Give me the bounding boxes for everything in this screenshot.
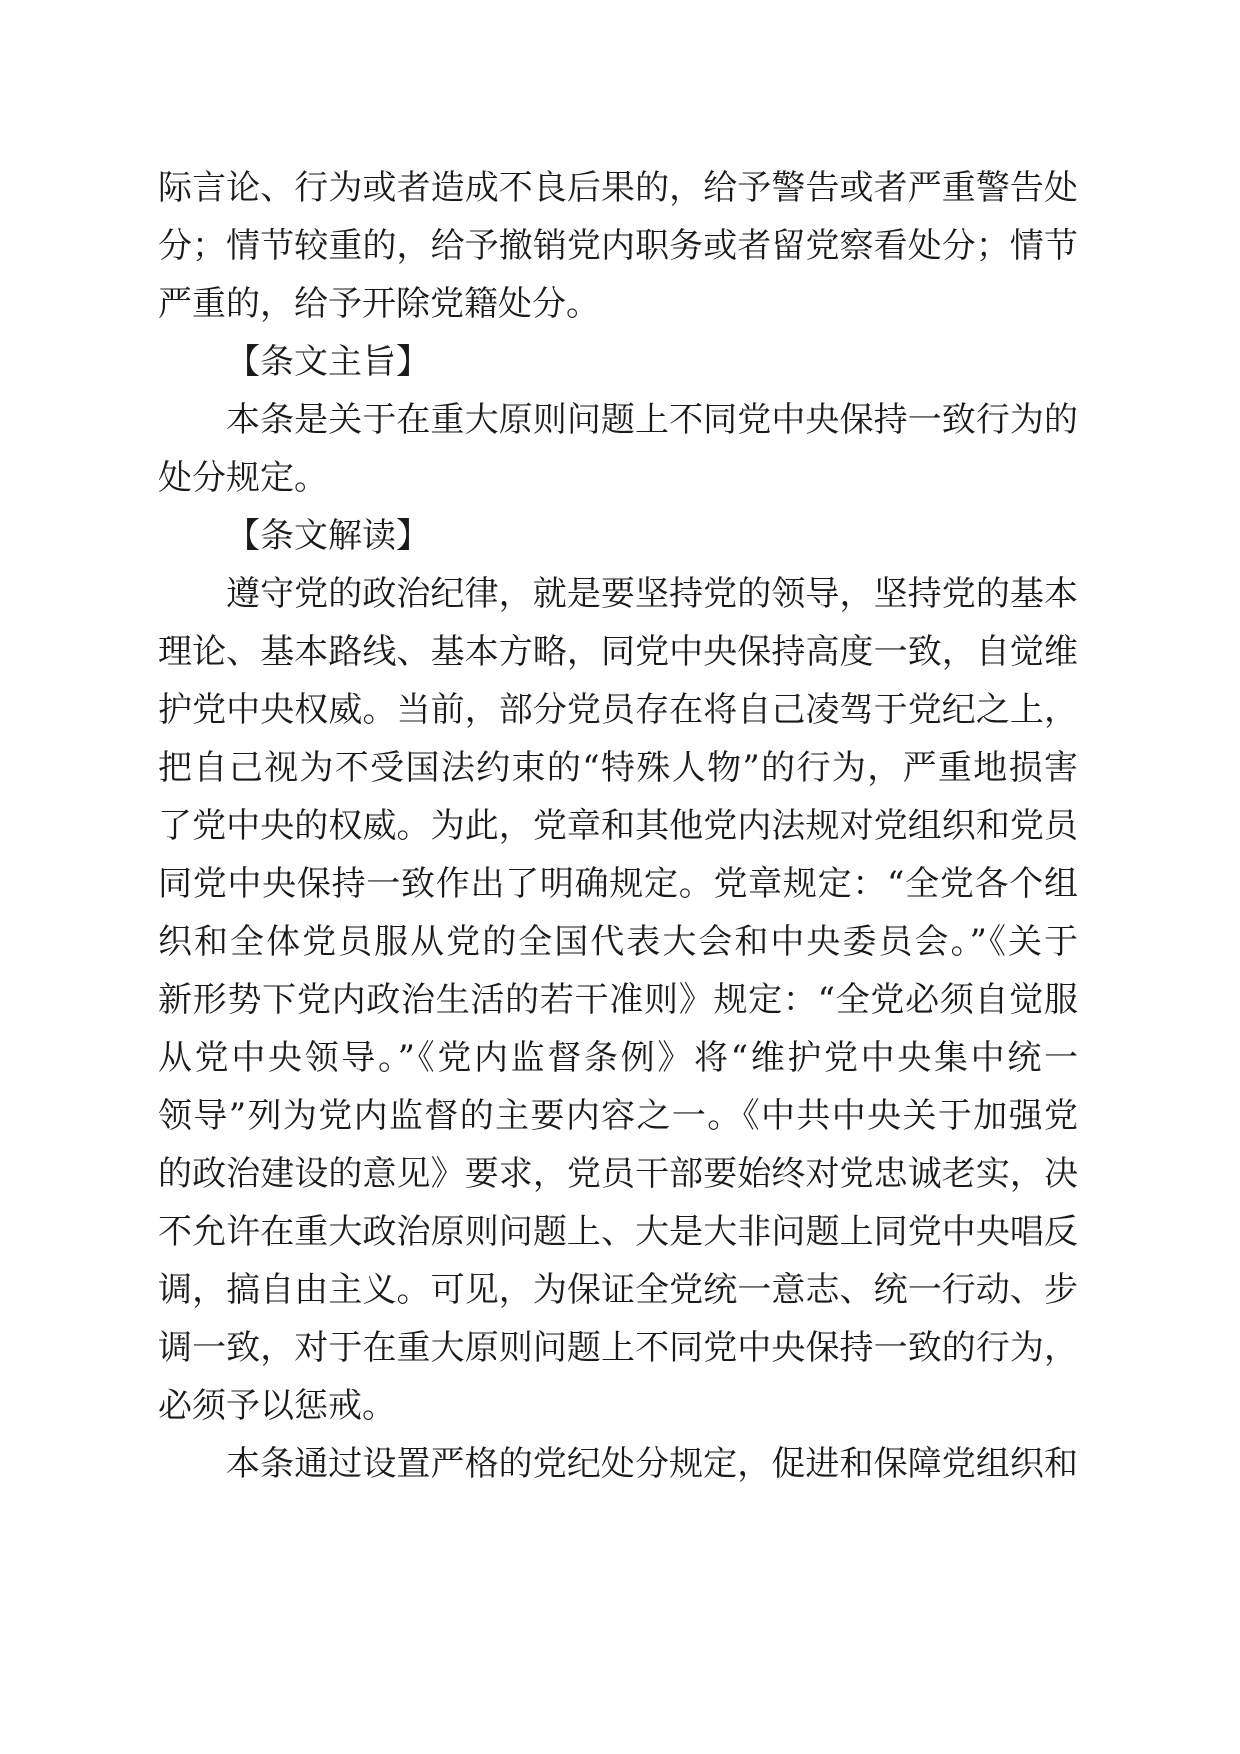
paragraph-line: 严重的，给予开除党籍处分。 [158, 284, 600, 324]
paragraph-line: 护党中央权威。当前，部分党员存在将自己凌驾于党纪之上， [158, 690, 1078, 730]
paragraph-line: 了党中央的权威。为此，党章和其他党内法规对党组织和党员 [158, 806, 1078, 846]
section-heading: 【条文解读】 [226, 516, 430, 556]
paragraph-line: 的政治建设的意见》要求，党员干部要始终对党忠诚老实，决 [158, 1154, 1078, 1194]
paragraph-line: 本条通过设置严格的党纪处分规定，促进和保障党组织和 [226, 1444, 1078, 1484]
paragraph-line: 新形势下党内政治生活的若干准则》规定：“全党必须自觉服 [158, 980, 1078, 1020]
section-heading: 【条文主旨】 [226, 342, 430, 382]
paragraph-line: 不允许在重大政治原则问题上、大是大非问题上同党中央唱反 [158, 1212, 1078, 1252]
paragraph-line: 调，搞自由主义。可见，为保证全党统一意志、统一行动、步 [158, 1270, 1078, 1310]
paragraph-line: 本条是关于在重大原则问题上不同党中央保持一致行为的 [226, 400, 1078, 440]
document-page [158, 0, 1078, 1754]
paragraph-line: 领导”列为党内监督的主要内容之一。《中共中央关于加强党 [158, 1096, 1078, 1136]
paragraph-line: 处分规定。 [158, 458, 328, 498]
paragraph-line: 理论、基本路线、基本方略，同党中央保持高度一致，自觉维 [158, 632, 1078, 672]
paragraph-line: 分；情节较重的，给予撤销党内职务或者留党察看处分；情节 [158, 226, 1078, 266]
paragraph-line: 必须予以惩戒。 [158, 1386, 396, 1426]
paragraph-line: 把自己视为不受国法约束的“特殊人物”的行为，严重地损害 [158, 748, 1078, 788]
paragraph-line: 调一致，对于在重大原则问题上不同党中央保持一致的行为， [158, 1328, 1078, 1368]
paragraph-line: 同党中央保持一致作出了明确规定。党章规定：“全党各个组 [158, 864, 1078, 904]
paragraph-line: 织和全体党员服从党的全国代表大会和中央委员会。”《关于 [158, 922, 1078, 962]
paragraph-line: 际言论、行为或者造成不良后果的，给予警告或者严重警告处 [158, 168, 1078, 208]
paragraph-line: 遵守党的政治纪律，就是要坚持党的领导，坚持党的基本 [226, 574, 1078, 614]
paragraph-line: 从党中央领导。”《党内监督条例》将“维护党中央集中统一 [158, 1038, 1078, 1078]
